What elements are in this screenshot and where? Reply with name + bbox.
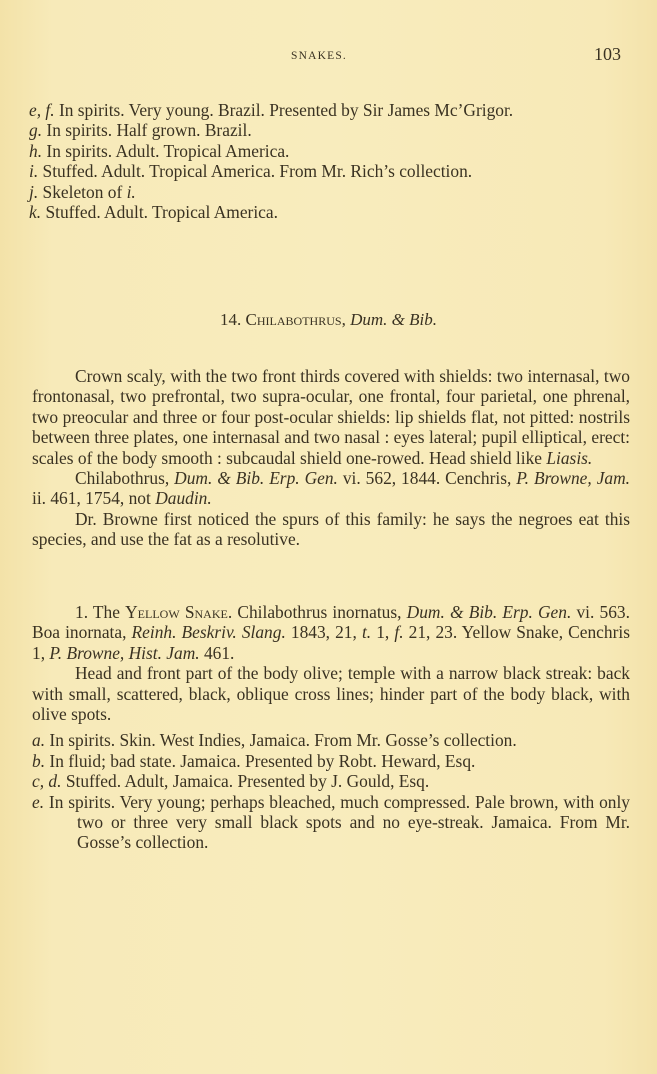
genus-number: 14. (220, 310, 242, 329)
synonym-reference: Daudin. (155, 488, 212, 509)
specimen-text: In spirits. Very young; perhaps bleached, much compressed. Pale brown, with only two or three very small black spots and no eye-streak. Jamaica. From Mr. Gosse’s collection. (48, 791, 630, 853)
genus-description (32, 366, 630, 468)
species-citation: 1843, 21, (285, 622, 362, 643)
specimen-label: e, f. (29, 100, 55, 120)
specimen-text: In spirits. Skin. West Indies, Jamaica. From Mr. Gosse’s collection. (49, 730, 517, 751)
specimen-text: In spirits. Adult. Tropical America. (46, 140, 290, 161)
specimen-label: c, d. (32, 771, 62, 792)
species-scientific-name: Chilabothrus inornatus, (232, 602, 407, 622)
page-number: 103 (594, 44, 621, 64)
specimen-entry (29, 120, 631, 140)
specimen-label: e. (32, 791, 45, 812)
synonym-text: Chilabothrus, (75, 468, 175, 489)
synonym-reference: Dum. & Bib. Erp. Gen. (174, 468, 338, 489)
specimen-text: Stuffed. Adult, Jamaica. Presented by J. Gould, Esq. (65, 771, 430, 792)
specimen-entry (29, 161, 631, 181)
species-description: Head and front part of the body olive; temple with a narrow black streak: back with small, scattered, black, oblique cross lines; hinder part of the body black, with olive spots. (32, 663, 630, 725)
species-reference: f. (394, 622, 404, 643)
species-citation: 461. (199, 642, 235, 663)
species-citation: 21, 23. Yellow Snake, Cenchris 1, (32, 622, 630, 663)
specimen-label: k. (29, 202, 42, 223)
specimen-entry (29, 141, 631, 161)
genus-section (32, 366, 630, 550)
specimen-text: Skeleton of (42, 181, 127, 202)
specimen-reference: i. (126, 181, 136, 202)
specimen-label: a. (32, 730, 46, 751)
species-reference: Reinh. Beskriv. Slang. (131, 622, 286, 643)
specimen-text: In spirits. Very young. Brazil. Presented by Sir James Mc’Grigor. (58, 100, 514, 120)
species-citation: 1, (371, 622, 395, 643)
specimen-label: b. (32, 750, 46, 771)
specimen-text: In fluid; bad state. Jamaica. Presented by Robt. Heward, Esq. (49, 750, 476, 771)
species-reference: Dum. & Bib. Erp. Gen. (406, 602, 572, 622)
specimen-text: Stuffed. Adult. Tropical America. From Mr. Rich’s collection. (42, 161, 473, 182)
specimen-label: h. (29, 140, 43, 161)
species-reference: P. Browne, Hist. Jam. (49, 642, 200, 663)
specimen-entry (32, 771, 630, 791)
species-reference: t. (361, 622, 372, 643)
specimen-entry (32, 751, 630, 771)
specimen-entry (29, 182, 631, 202)
previous-specimen-list (29, 100, 631, 222)
genus-name: Chilabothrus (245, 310, 342, 329)
description-text: Crown scaly, with the two front thirds covered with shields: two internasal, two frontonasal, two prefrontal, two supra-ocular, one frontal, four parietal, one phrenal, two preocular and three or four post-ocular shields: lip shields flat, not pitted: nostrils between three plates, one internasal and two nasal : eyes lateral; pupil elliptical, erect: scales of the body smooth : subcaudal shield one-rowed. Head shield like (32, 366, 630, 468)
synonym-text: ii. 461, 1754, not (32, 488, 156, 509)
genus-authority: Dum. & Bib. (350, 310, 437, 329)
genus-note: Dr. Browne first noticed the spurs of this family: he says the negroes eat this species, and use the fat as a resolutive. (32, 508, 630, 550)
running-title: SNAKES. (291, 50, 348, 62)
specimen-text: In spirits. Half grown. Brazil. (46, 120, 252, 141)
comparison-genus: Liasis. (546, 447, 593, 468)
specimen-label: j. (29, 181, 39, 202)
species-heading (32, 602, 630, 663)
specimen-entry (29, 202, 631, 222)
genus-synonymy (32, 468, 630, 509)
species-common-name: Yellow Snake. (125, 602, 233, 622)
specimen-label: i. (29, 161, 39, 182)
synonym-reference: P. Browne, Jam. (516, 468, 631, 489)
running-head (0, 44, 657, 68)
species-section (32, 602, 630, 853)
synonym-text: vi. 562, 1844. Cenchris, (337, 468, 517, 489)
specimen-entry (32, 792, 630, 853)
specimen-entry (32, 730, 630, 750)
specimen-label: g. (29, 120, 43, 141)
specimen-text: Stuffed. Adult. Tropical America. (45, 202, 278, 223)
genus-heading: 14. Chilabothrus, Dum. & Bib. (220, 310, 437, 329)
species-number: 1. The (75, 602, 126, 622)
species-citation: vi. 563. Boa inornata, (32, 602, 630, 643)
specimen-entry (29, 100, 631, 120)
